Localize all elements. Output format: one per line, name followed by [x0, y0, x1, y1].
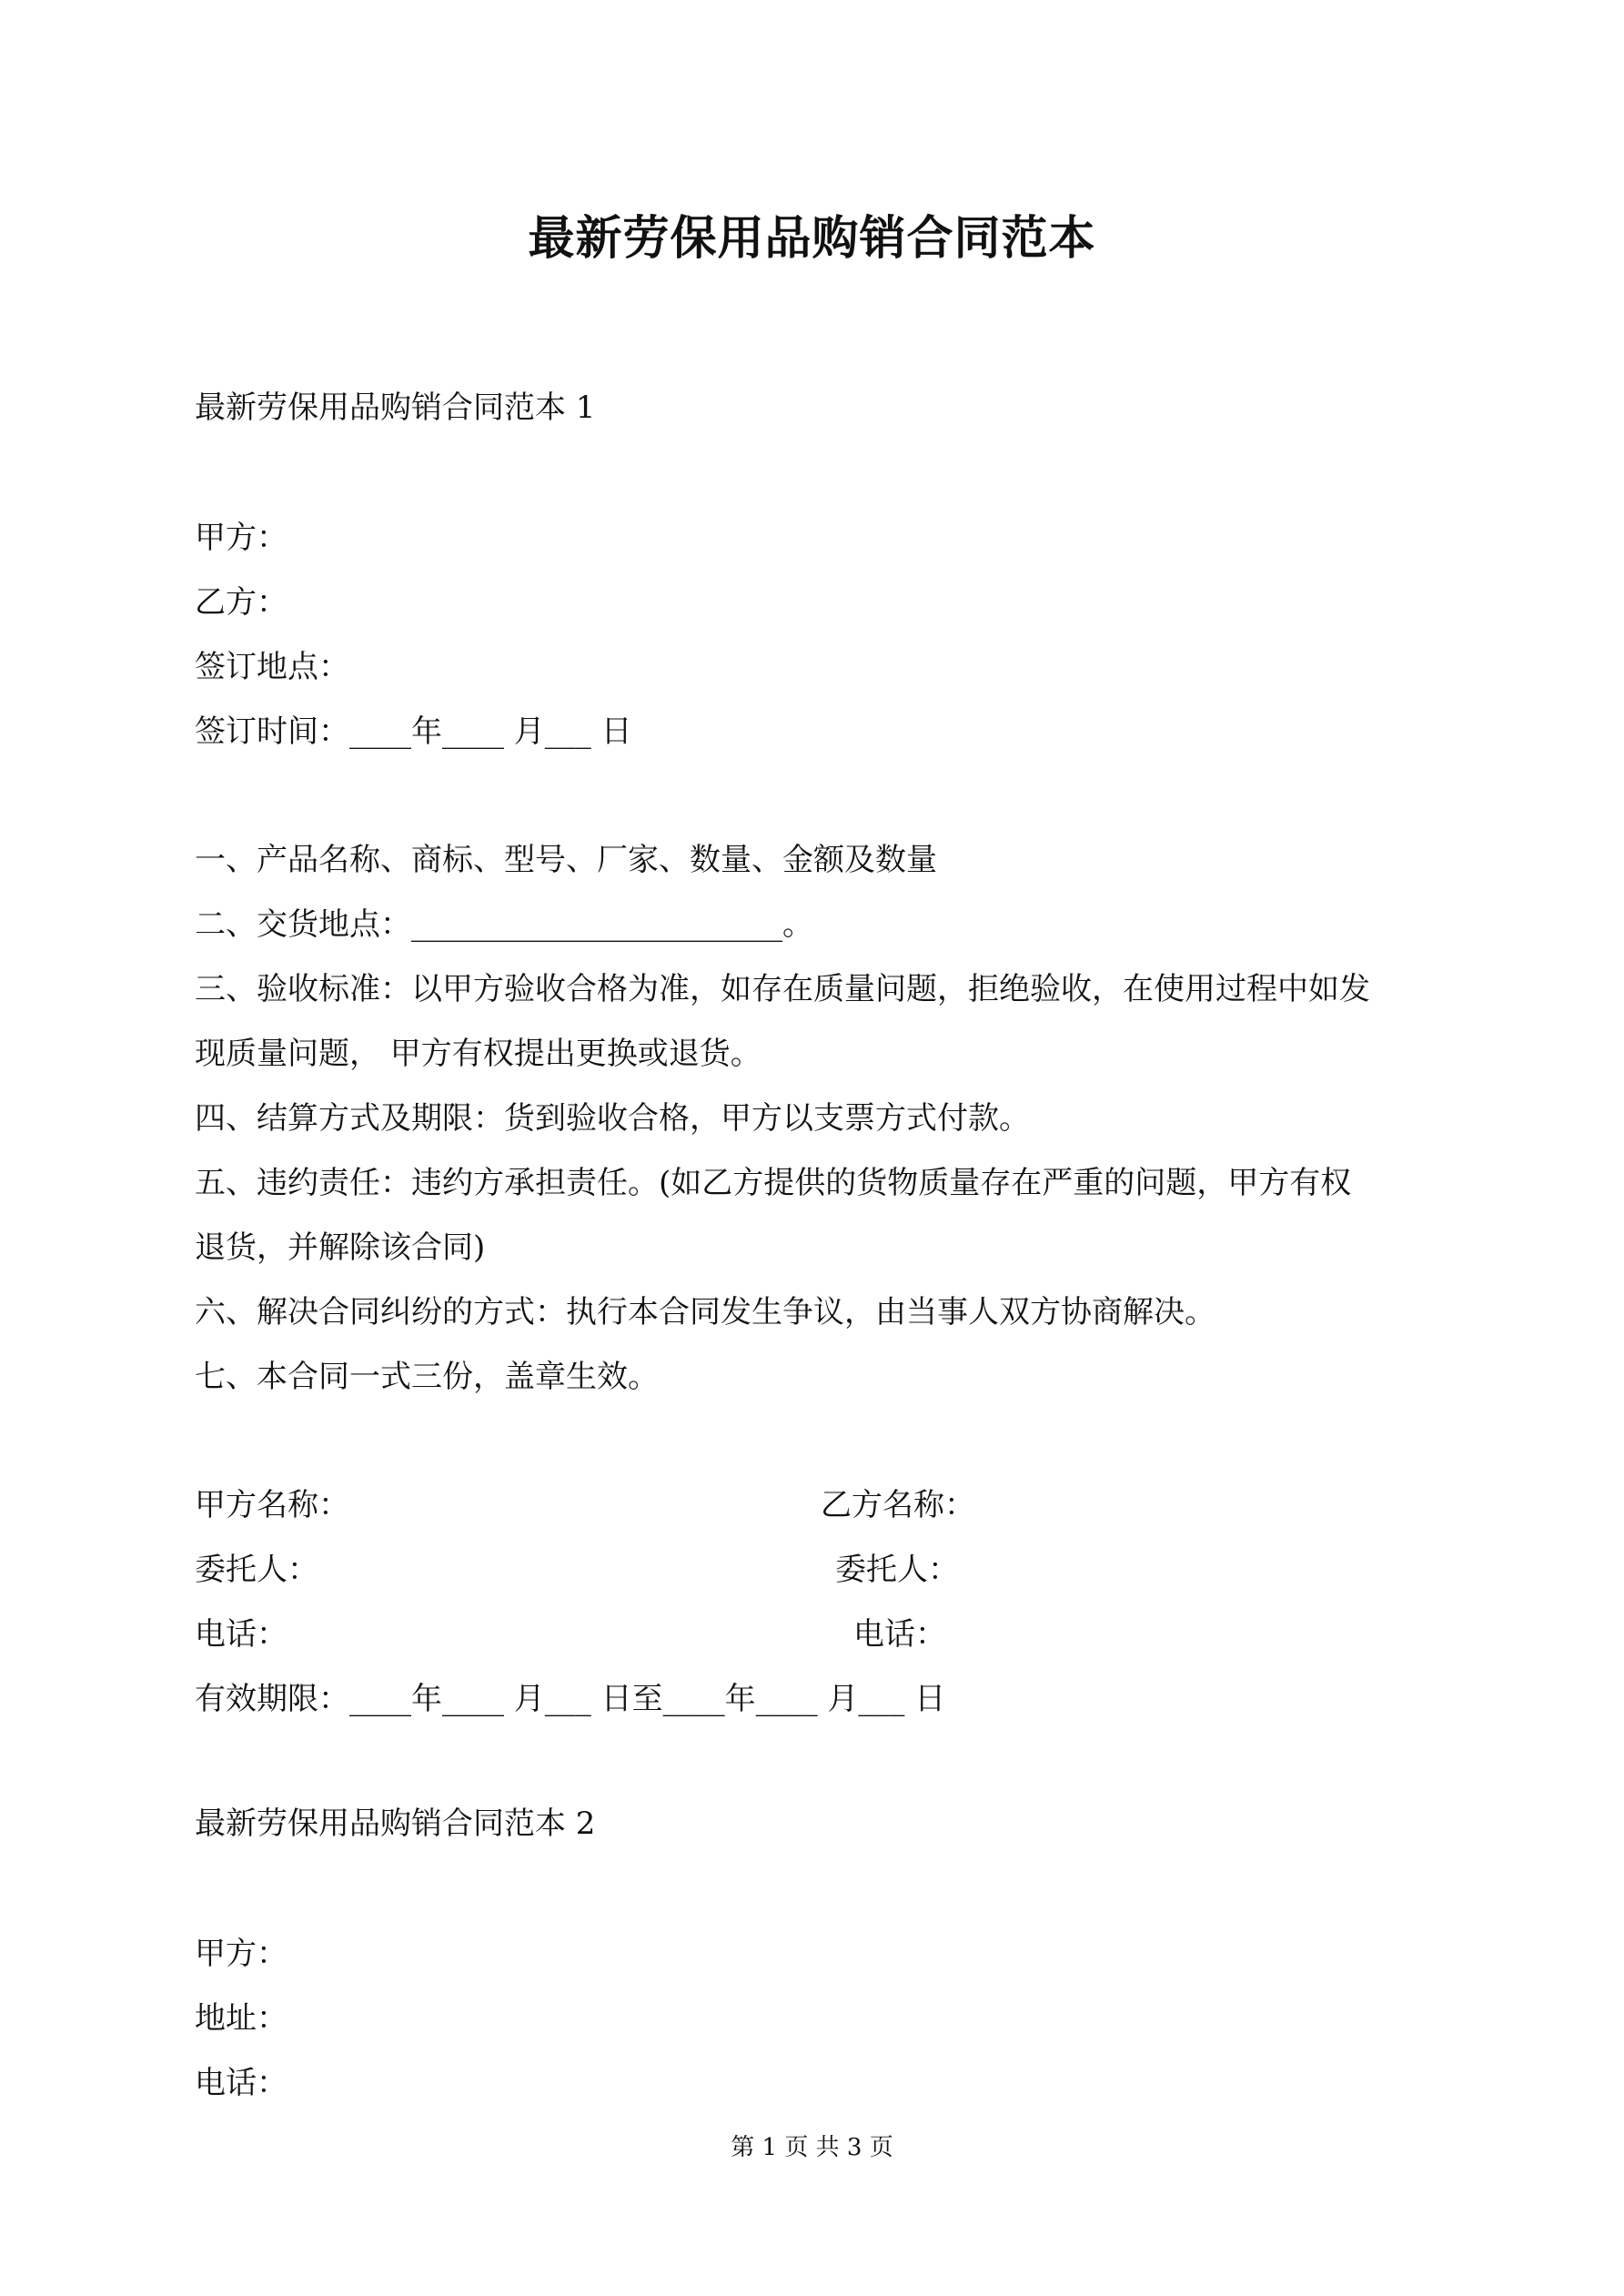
party-a-agent-label: 委托人： — [195, 1552, 318, 1588]
party-b-name-label: 乙方名称： — [821, 1487, 975, 1523]
clause-7: 七、本合同一式三份，盖章生效。 — [195, 1359, 659, 1395]
party-b-phone-label: 电话： — [853, 1616, 946, 1653]
validity-period-label: 有效期限：____年____ 月___ 日至____年____ 月___ 日 — [195, 1681, 946, 1717]
party-b-agent-label: 委托人： — [835, 1552, 959, 1588]
clause-5: 五、违约责任：违约方承担责任。(如乙方提供的货物质量存在严重的问题，甲方有权 — [195, 1165, 1352, 1201]
clause-6: 六、解决合同纠纷的方式：执行本合同发生争议，由当事人双方协商解决。 — [195, 1294, 1215, 1330]
party-b-label: 乙方： — [195, 584, 287, 621]
document-title: 最新劳保用品购销合同范本 — [528, 211, 1096, 266]
clause-3-continued: 现质量问题， 甲方有权提出更换或退货。 — [195, 1036, 762, 1072]
section-2-party-a-label: 甲方： — [195, 1936, 287, 1972]
clause-4: 四、结算方式及期限：货到验收合格，甲方以支票方式付款。 — [195, 1100, 1030, 1137]
section-1-heading: 最新劳保用品购销合同范本 1 — [195, 389, 596, 426]
section-2-phone-label: 电话： — [195, 2065, 287, 2101]
section-2-address-label: 地址： — [195, 2000, 287, 2037]
section-2-heading: 最新劳保用品购销合同范本 2 — [195, 1805, 596, 1842]
sign-time-label: 签订时间：____年____ 月___ 日 — [195, 713, 632, 750]
party-a-phone-label: 电话： — [195, 1616, 287, 1653]
party-a-name-label: 甲方名称： — [195, 1487, 349, 1523]
clause-2: 二、交货地点：________________________。 — [195, 906, 813, 943]
page-indicator: 第 1 页 共 3 页 — [731, 2134, 893, 2161]
clause-3: 三、验收标准：以甲方验收合格为准，如存在质量问题，拒绝验收，在使用过程中如发 — [195, 971, 1370, 1007]
party-a-label: 甲方： — [195, 520, 287, 556]
clause-1: 一、产品名称、商标、型号、厂家、数量、金额及数量 — [195, 842, 937, 878]
clause-5-continued: 退货，并解除该合同) — [195, 1229, 486, 1266]
sign-place-label: 签订地点： — [195, 649, 349, 685]
